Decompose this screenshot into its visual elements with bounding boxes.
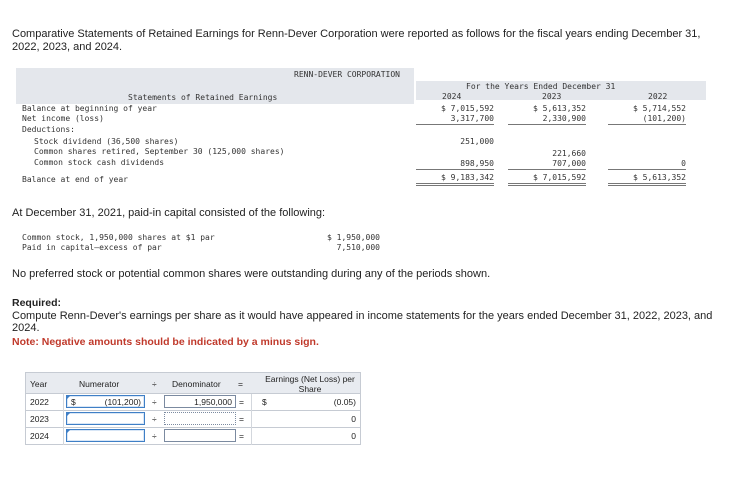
row-value: 707,000 [508,159,586,170]
year-2024-header: 2024 [442,92,462,101]
paid-in-value: $ 1,950,000 [327,233,380,242]
paid-in-label: Paid in capital—excess of par [22,243,162,252]
row-label: Stock dividend (36,500 shares) [34,137,179,146]
header-year: Year [30,379,48,389]
retained-earnings-statement [16,68,706,190]
row-label: Balance at beginning of year [22,104,157,113]
row-value: $ 7,015,592 [441,104,494,113]
row-value: $ 5,613,352 [608,173,686,186]
row-value: 2,330,900 [508,114,586,125]
eps-table [25,372,361,449]
row-value: 221,660 [552,149,586,158]
header-equals: = [238,379,243,389]
paid-in-label: Common stock, 1,950,000 shares at $1 par [22,233,215,242]
paid-in-heading: At December 31, 2021, paid-in capital consisted of the following: [12,207,326,219]
header-eps: Earnings (Net Loss) per Share [265,374,355,394]
problem-intro: Comparative Statements of Retained Earnings for Renn-Dever Corporation were reported as follows for the fiscal years ending December 31, 2022, 2023, and 2024. [12,28,701,53]
required-heading: Required: [12,297,62,309]
numerator-input[interactable] [66,429,145,442]
paid-in-value: 7,510,000 [336,243,380,252]
header-numerator: Numerator [79,379,120,389]
negative-note: Note: Negative amounts should be indicated by a minus sign. [12,336,319,348]
denominator-input[interactable] [164,412,236,425]
table-row [25,394,361,411]
header-denominator: Denominator [172,379,221,389]
row-value: $ 9,183,342 [416,173,494,186]
denominator-input[interactable] [164,429,236,442]
no-preferred-note: No preferred stock or potential common shares were outstanding during any of the periods shown. [12,268,491,280]
row-value: 251,000 [460,137,494,146]
row-label: Balance at end of year [22,175,128,184]
row-value: $ 5,613,352 [533,104,586,113]
eps-value: (0.05) [333,397,356,407]
table-row [25,428,361,445]
row-label: Net income (loss) [22,114,104,123]
year-2022-header: 2022 [648,92,668,101]
numerator-input[interactable] [66,412,145,425]
currency-symbol: $ [71,397,76,407]
equals-sign: = [239,431,244,441]
equals-sign: = [239,414,244,424]
row-label: Deductions: [22,125,75,134]
year-2023-header: 2023 [542,92,562,101]
row-value: (101,200) [608,114,686,125]
row-value: $ 7,015,592 [508,173,586,186]
numerator-input[interactable] [66,395,145,408]
paid-in-capital-table [22,232,382,254]
header-divide: ÷ [152,379,157,389]
row-value: 3,317,700 [416,114,494,125]
period-header: For the Years Ended December 31 [466,82,616,91]
row-year: 2024 [30,431,49,441]
row-label: Common stock cash dividends [34,158,165,167]
divide-sign: ÷ [152,414,157,424]
row-label: Common shares retired, September 30 (125,000 shares) [34,147,285,156]
row-value: 898,950 [416,159,494,170]
divide-sign: ÷ [152,397,157,407]
divide-sign: ÷ [152,431,157,441]
company-name: RENN-DEVER CORPORATION [294,70,400,79]
row-year: 2023 [30,414,49,424]
required-text: Compute Renn-Dever's earnings per share as it would have appeared in income statements for the years ended December 31, 2022, 2023, and 2024. [12,310,713,334]
eps-value: 0 [351,414,356,424]
eps-currency-symbol: $ [262,397,267,407]
eps-table-header [25,372,361,394]
denominator-input[interactable] [164,395,236,408]
table-row [25,411,361,428]
equals-sign: = [239,397,244,407]
numerator-value: (101,200) [104,397,141,407]
row-year: 2022 [30,397,49,407]
eps-value: 0 [351,431,356,441]
statement-title: Statements of Retained Earnings [128,93,278,102]
row-value: $ 5,714,552 [633,104,686,113]
row-value: 0 [608,159,686,170]
denominator-value: 1,950,000 [194,397,232,407]
